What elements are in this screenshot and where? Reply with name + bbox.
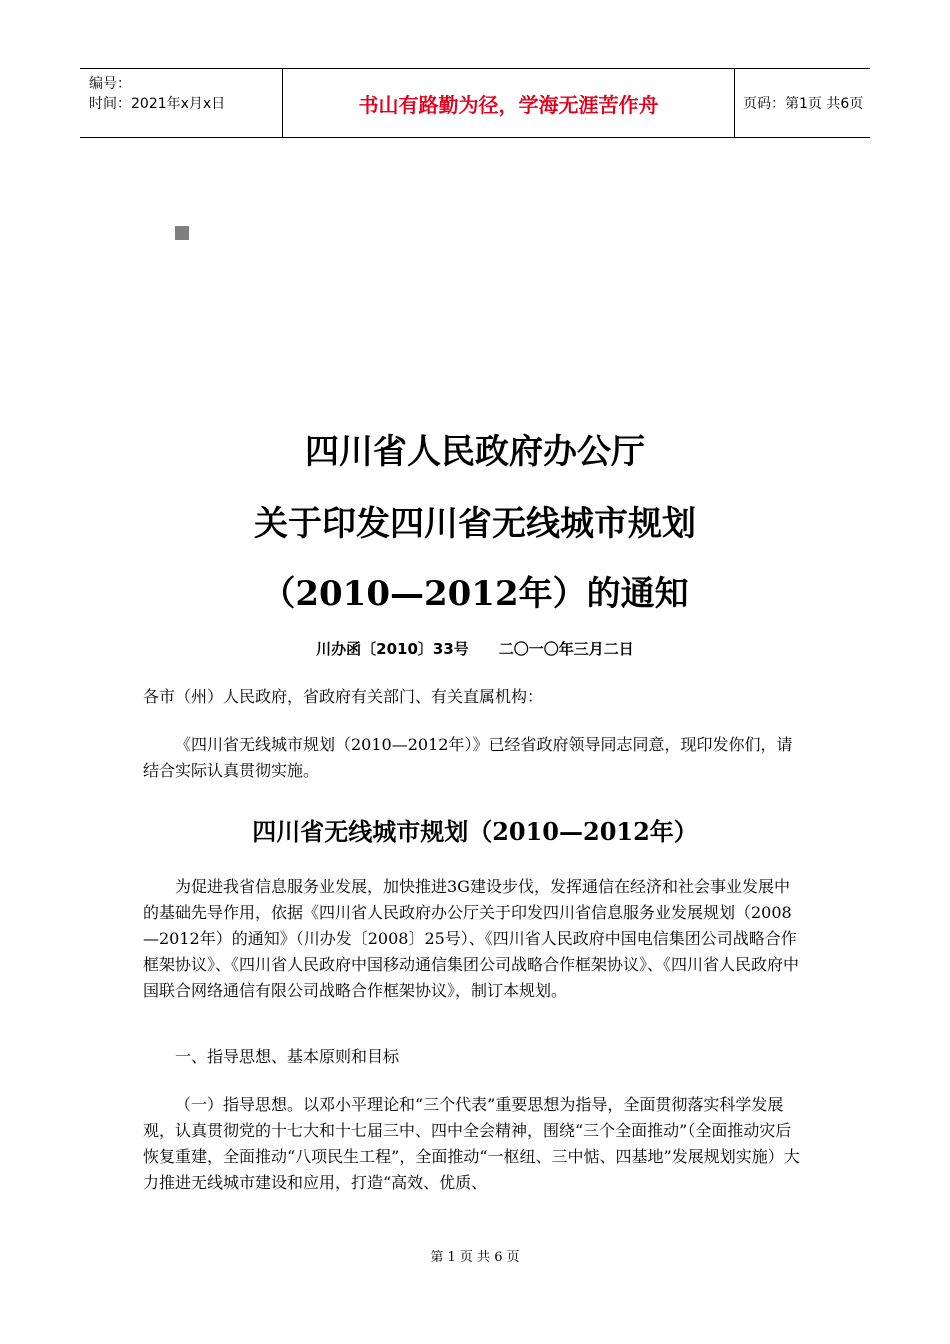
body-paragraph: 为促进我省信息服务业发展，加快推进3G建设步伐，发挥通信在经济和社会事业发展中的基础先导作用，依据《四川省人民政府办公厅关于印发四川省信息服务业发展规划（2008—2012年）的通知》（川办发〔2008〕25号）、《四川省人民政府中国电信集团公司战略合作框架协议》、《四川省人民政府中国移动通信集团公司战略合作框架协议》、《四川省人民政府中国联合网络通信有限公司战略合作框架协议》，制订本规划。 (143, 877, 800, 1000)
plan-subtitle: 四川省无线城市规划（2010—2012年） (252, 817, 698, 846)
title-line-3: （2010—2012年）的通知 (261, 574, 689, 614)
section-heading: 一、指导思想、基本原则和目标 (175, 1047, 400, 1066)
header-info-cell (80, 69, 282, 137)
time-label: 时间：2021年x月x日 (89, 96, 226, 112)
doc-number: 川办函〔2010〕33号 (316, 640, 469, 658)
title-line-1: 四川省人民政府办公厅 (305, 432, 645, 472)
number-label: 编号： (89, 76, 131, 92)
title-line-2: 关于印发四川省无线城市规划 (254, 504, 696, 544)
document-header (80, 68, 870, 138)
header-page-info: 页码：第1页 共6页 (743, 96, 864, 112)
header-page-cell (734, 69, 870, 137)
guide-paragraph: （一）指导思想。以邓小平理论和“三个代表”重要思想为指导，全面贯彻落实科学发展观，认真贯彻党的十七大和十七届三中、四中全会精神，围绕“三个全面推动”（全面推动灾后恢复重建，全面推动“八项民生工程”，全面推动“一枢纽、三中惦、四基地”发展规划实施）大力推进无线城市建设和应用，打造“高效、优质、 (143, 1095, 800, 1192)
addressee: 各市（州）人民政府，省政府有关部门、有关直属机构： (143, 687, 544, 706)
doc-date: 二〇一〇年三月二日 (498, 640, 634, 658)
motto: 书山有路勤为径，学海无涯苦作舟 (358, 92, 659, 117)
page-footer: 第 1 页 共 6 页 (430, 1250, 520, 1265)
intro-paragraph: 《四川省无线城市规划（2010—2012年）》已经省政府领导同志同意，现印发你们，请结合实际认真贯彻实施。 (143, 735, 793, 780)
square-bullet-icon (175, 226, 189, 240)
doc-number-line (0, 638, 950, 659)
header-motto-cell (282, 69, 735, 137)
